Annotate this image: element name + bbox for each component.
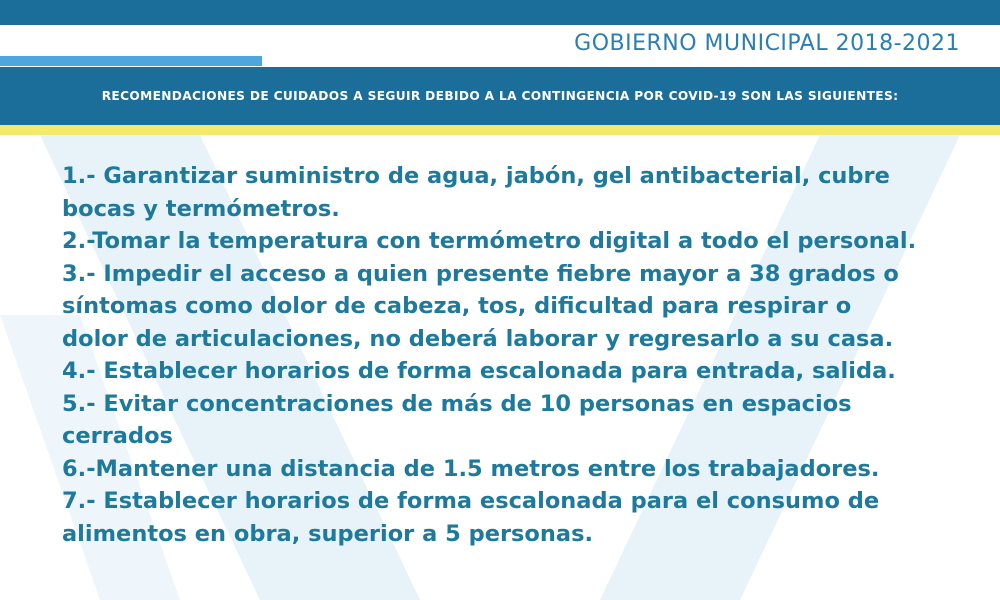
government-title: GOBIERNO MUNICIPAL 2018-2021 xyxy=(574,31,960,56)
list-item: 5.- Evitar concentraciones de más de 10 personas en espacios cerrados xyxy=(62,390,852,449)
list-item: 6.-Mantener una distancia de 1.5 metros entre los trabajadores. xyxy=(62,455,880,482)
list-item: 2.-Tomar la temperatura con termómetro digital a todo el personal. xyxy=(62,228,917,254)
list-item: 1.- Garantizar suministro de agua, jabón, gel antibacterial, cubre bocas y termómetros. xyxy=(62,163,890,222)
list-item: 7.- Establecer horarios de forma escalonada para el consumo de alimentos en obra, superior a 5 personas. xyxy=(62,488,880,547)
list-item: 3.- Impedir el acceso a quien presente fiebre mayor a 38 grados o síntomas como dolor de cabeza, tos, dificultad para respirar o dolor de articulaciones, no deberá laborar y regresarlo a su casa. xyxy=(62,260,899,352)
top-color-bar xyxy=(0,0,1000,25)
banner-text: RECOMENDACIONES DE CUIDADOS A SEGUIR DEBIDO A LA CONTINGENCIA POR COVID-19 SON LAS SIGUIENTES: xyxy=(101,89,899,103)
header-accent-line xyxy=(0,56,262,66)
recommendations-banner xyxy=(0,67,1000,125)
content-area xyxy=(0,135,1000,600)
list-item: 4.- Establecer horarios de forma escalonada para entrada, salida. xyxy=(62,358,896,384)
recommendations-list xyxy=(62,160,982,550)
banner-yellow-line xyxy=(0,125,1000,135)
